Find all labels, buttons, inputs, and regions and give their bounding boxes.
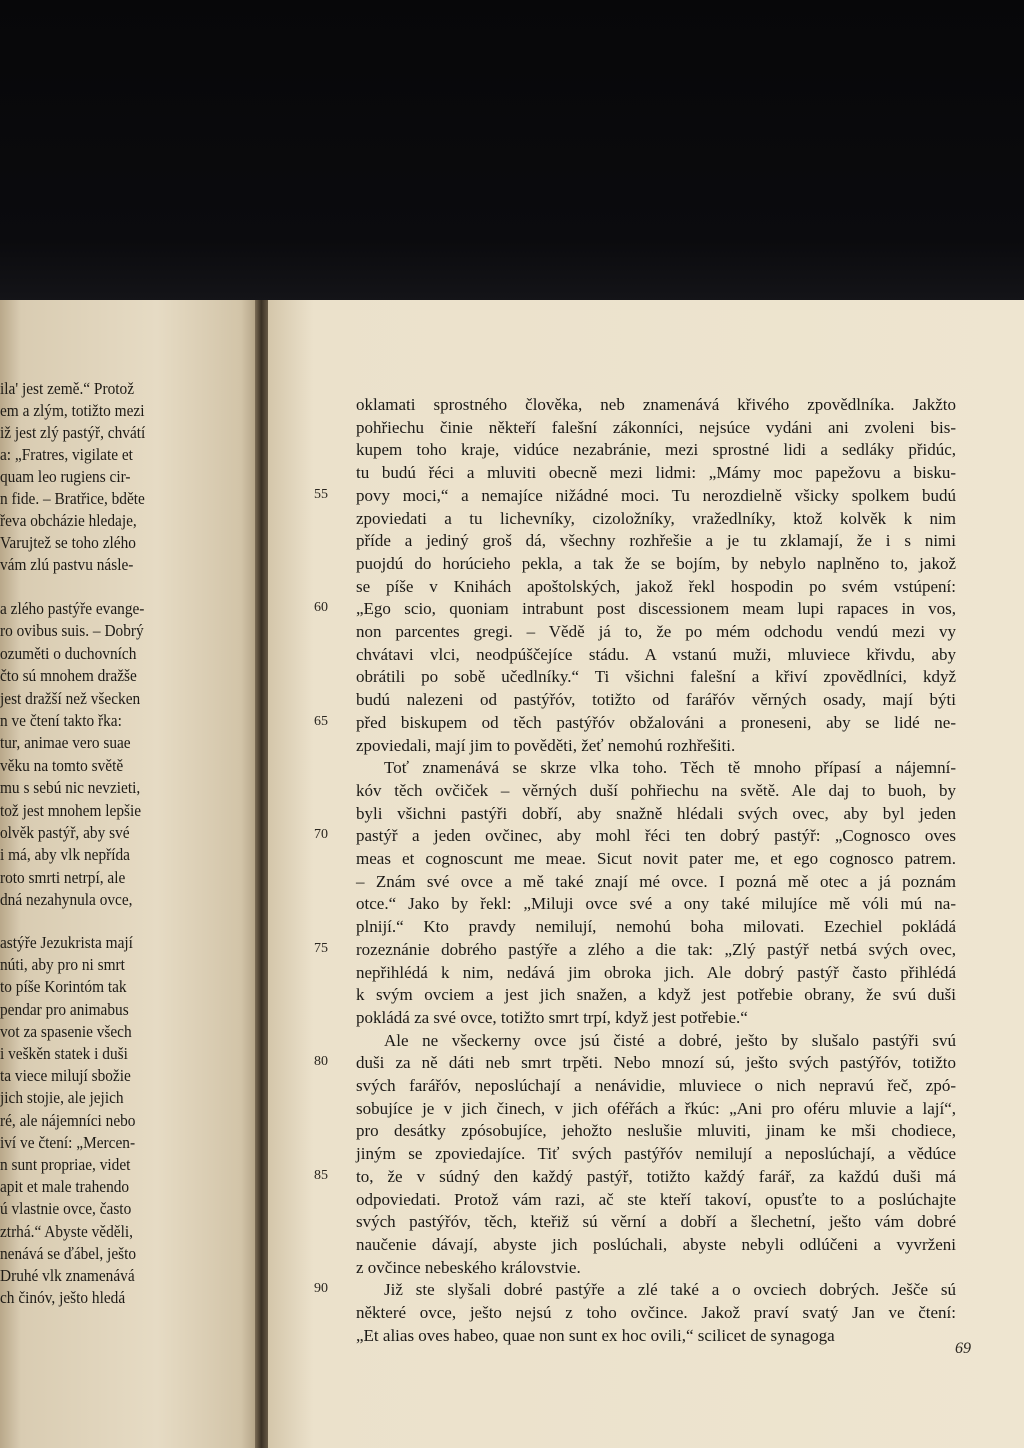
right-text-line: duši za ně dáti neb smrt trpěti. Nebo mnozí sú, ješto svých pastýřóv, totižto [356,1053,956,1073]
right-text-line: tu budú řéci a mluviti obecně mezi lidmi: „Mámy moc papežovu a bisku- [356,463,956,483]
left-text-line: jest dražší než všecken [0,688,141,708]
left-text-line: ro ovibus suis. – Dobrý [0,621,144,641]
right-text-line: „Et alias oves habeo, quae non sunt ex hoc ovili,“ scilicet de synagoga [356,1325,835,1345]
left-text-line: tož jest mnohem lepšie [0,800,142,820]
right-text-line: „Ego scio, quoniam intrabunt post discessionem meam lupi rapaces in vos, [356,599,956,619]
right-text-line: zpoviedali, mají jim to pověděti, žeť nemohú rozhřešiti. [356,735,736,755]
left-text-line: n ve čtení takto řka: [0,711,122,730]
right-text-line: svých pastýřóv, těch, kteřiž sú věrní a dobří a šlechetní, ješto vám dobré [356,1212,956,1232]
left-text-line: n fide. – Bratřice, bděte [0,489,145,508]
right-text-line: to, že v súdný den každý pastýř, totižto každý farář, za každú duši má [356,1166,956,1186]
right-text-line: puojdú do horúcieho pekla, a tak že se bojím, by nebylo naplněno to, jakož [356,553,956,573]
right-text-line: pastýř a jeden ovčinec, aby mohl řéci ten dobrý pastýř: „Cognosco oves [356,826,956,846]
left-text-line: n sunt propriae, videt [0,1155,131,1174]
left-text-line: roto smrti netrpí, ale [0,867,126,887]
right-text-line: naučenie dávají, abyste jich poslúchali, abyste nebyli odlúčeni a vyvrženi [356,1234,956,1254]
right-text-line: některé ovce, ješto nejsú z toho ovčince. Jakož praví svatý Jan ve čtení: [356,1303,956,1322]
line-number: 60 [314,600,328,616]
line-number: 70 [314,827,328,843]
left-text-line: věku na tomto světě [0,755,124,775]
right-text-line: před biskupem od těch pastýřóv obžalováni a proneseni, aby se lidé ne- [356,712,956,732]
line-number: 75 [314,940,328,956]
left-text-line: ozuměti o duchovních [0,643,137,663]
left-text-line: pendar pro animabus [0,999,129,1019]
right-text-line: meas et cognoscunt me meae. Sicut novit pater me, et ego cognosco patrem. [356,849,956,868]
right-text-line: pro desátky zpósobujíce, jehožto neslušie mluviti, jinam ke mši chodiece, [356,1121,956,1141]
left-text-line: ré, ale nájemníci nebo [0,1110,136,1130]
line-number: 80 [314,1054,328,1070]
right-text-line: sobujíce je v jich činech, v jich oféřách a řkúc: „Ani pro oféru mluvie a lají“, [356,1098,956,1118]
left-text-line: ch činóv, ješto hledá [0,1288,126,1308]
left-text-line: i veškěn statek i duši [0,1044,128,1063]
left-text-line: i má, aby vlk nepřída [0,845,130,865]
right-text-line: – Znám své ovce a mě také znají mé ovce. I pozná mě otec a já poznám [356,871,956,891]
left-text-line: astýře Jezukrista mají [0,933,133,952]
dark-background [0,0,1024,302]
right-text-line: Toť znamenává se skrze vlka toho. Těch tě mnoho přípasí a nájemní- [384,758,956,778]
left-text-line: vot za spasenie všech [0,1021,132,1041]
left-text-line: dná nezahynula ovce, [0,890,133,910]
line-number: 85 [314,1167,328,1183]
right-text-line: k svým ovciem a jest jich snažen, a když jest potřebie obrany, že svú duši [356,985,956,1005]
page-number: 69 [955,1340,971,1357]
left-text-line: iž jest zlý pastýř, chvátí [0,423,146,442]
left-text-line: a: „Fratres, vigilate et [0,445,133,464]
right-text-line: otce.“ Jako by řekl: „Miluji ovce své a ony také milujíce mě vóli mú na- [356,894,956,914]
right-page [268,300,1024,1448]
line-number: 65 [314,713,328,729]
left-text-line: Varujtež se toho zlého [0,533,136,552]
right-text-line: se píše v Knihách apoštolských, jakož řekl hospodin po svém vstúpení: [356,576,956,596]
left-text-line: ztrhá.“ Abyste věděli, [0,1221,133,1241]
right-text-line: Již ste slyšali dobré pastýře a zlé také a o ovciech dobrých. Ješče sú [384,1280,956,1300]
left-text-line: a zlého pastýře evange- [0,599,145,618]
line-number: 55 [314,486,328,502]
left-text-line: mu s sebú nic nevzieti, [0,778,141,798]
left-text-line: to píše Korintóm tak [0,977,127,997]
right-text-line: z ovčince nebeského královstvie. [356,1257,581,1277]
left-text-line: ila' jest země.“ Protož [0,379,135,398]
left-text-line: núti, aby pro ni smrt [0,955,125,975]
right-text-line: rozeznánie dobrého pastýře a zlého a die tak: „Zlý pastýř netbá svých ovec, [356,939,956,959]
left-page [0,300,262,1448]
left-text-line: ú vlastnie ovce, často [0,1199,132,1219]
right-text-line: zpoviedati a tu lichevníky, cizoložníky, vražedlníky, ktož kolvěk k nim [356,508,956,528]
right-text-line: budú nalezeni od pastýřóv, totižto od farářóv věrných osady, mají býti [356,690,956,710]
right-text-line: plnijí.“ Kto pravdy nemilují, nemohú boha milovati. Ezechiel pokládá [356,917,956,937]
right-text-line: byli všichni pastýři dobří, aby snažně hlédali svých ovec, aby byl jeden [356,803,956,823]
left-text-line: olvěk pastýř, aby své [0,823,130,842]
left-text-line: quam leo rugiens cir- [0,467,131,486]
right-text-line: oklamati sprostného člověka, neb znamenává křivého zpovědlníka. Jakžto [356,395,956,414]
right-text-line: obrátili po sobě učedlníky.“ Ti všichni falešní a křiví zpovědlníci, když [356,667,956,687]
left-text-line: em a zlým, totižto mezi [0,401,145,420]
book-gutter [255,300,269,1448]
left-text-line: řeva obcházie hledaje, [0,511,137,530]
right-text-line: nepřihlédá k nim, nedává jim obroka jich. Ale dobrý pastýř často přihlédá [356,962,956,982]
left-text-line: ta viece milují sbožie [0,1066,131,1086]
right-text-line: pohřiechu činie někteří falešní zákonníci, nejsúce vydáni ani zvoleni bis- [356,417,956,437]
left-text-line: apit et male trahendo [0,1177,130,1197]
right-text-line: odpoviedati. Protož vám razi, ač ste kteří takoví, opusťte to a poslúchajte [356,1189,956,1209]
right-text-line: kóv těch ovčiček – věrných duší pohřiechu na světě. Ale daj to buoh, by [356,780,956,800]
right-text-line: pokládá za své ovce, totižto smrt trpí, když jest potřebie.“ [356,1007,748,1027]
left-text-line: vám zlú pastvu násle- [0,555,134,574]
left-text-line: iví ve čtení: „Mercen- [0,1132,136,1152]
right-text-line: Ale ne všeckerny ovce jsú čisté a dobré, ješto by slušalo pastýři svú [384,1030,956,1050]
right-text-line: kupem toho kraje, vidúce nezabránie, mezi sprostné lidi a sedláky přidúc, [356,440,956,460]
line-number: 90 [314,1281,328,1297]
left-text-line: tur, animae vero suae [0,733,131,753]
right-text-line: příde a jediný groš dá, všechny rozhřešie a je tu zklamají, že i s nimi [356,531,956,551]
left-text-line: Druhé vlk znamenává [0,1266,135,1285]
left-text-line: jich stojie, ale jejich [0,1088,124,1108]
right-text-line: povy moci,“ a nemajíce nižádné moci. Tu nerozdielně všicky spolkem budú [356,485,956,505]
left-text-line: čto sú mnohem dražše [0,666,137,686]
right-text-line: jiným se zpoviedajíce. Tiť svých pastýřóv nemilují a neposlúchají, a vědúce [356,1144,956,1164]
right-text-line: svých farářóv, neposlúchají a nenávidie, mluviece o nich nepravú řeč, zpó- [356,1076,956,1095]
right-text-line: chvátavi vlci, neodpúščejíce stádu. A vstanú muži, mluviece křivdu, aby [356,644,956,664]
right-text-line: non parcentes gregi. – Vědě já to, že po mém odchodu vendú mezi vy [356,622,956,641]
left-text-line: nenává se ďábel, ješto [0,1243,137,1263]
